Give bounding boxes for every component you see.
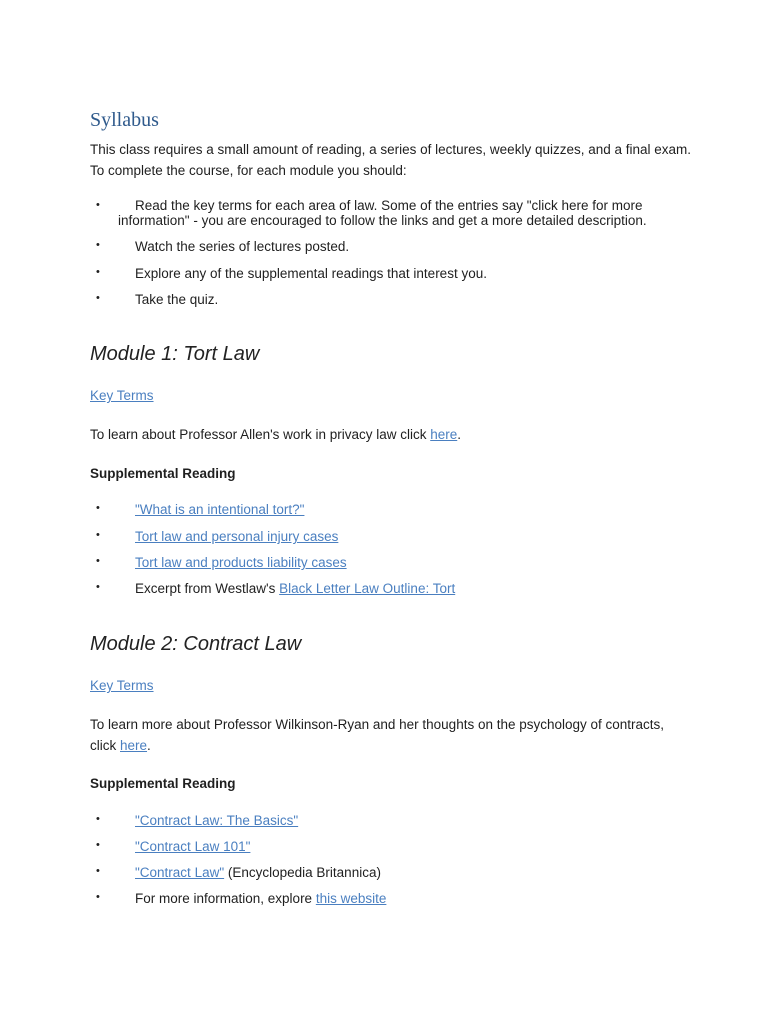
list-item [90, 292, 690, 307]
module-2-learn-text [90, 714, 680, 756]
course-steps-list-2 [90, 239, 690, 254]
reading-link-contract-101[interactable]: "Contract Law 101" [135, 839, 251, 854]
bullet-icon: • [96, 292, 100, 304]
module-1-readings-2 [90, 529, 690, 544]
module-1-title: Module 1: Tort Law [90, 343, 260, 365]
module-1-readings-4 [90, 581, 690, 596]
intro-line-1: This class requires a small amount of reading, a series of lectures, weekly quizzes, and a final exam. [90, 142, 692, 157]
bullet-icon: • [96, 266, 100, 278]
step-text: Watch the series of lectures posted. [135, 239, 350, 254]
module-2-supplemental-heading: Supplemental Reading [90, 776, 236, 791]
bullet-icon: • [96, 813, 100, 825]
syllabus-title: Syllabus [90, 109, 159, 131]
reading-link-intentional-tort[interactable]: "What is an intentional tort?" [135, 502, 305, 517]
module-1-learn-text [90, 427, 690, 442]
reading-link-personal-injury[interactable]: Tort law and personal injury cases [135, 529, 339, 544]
list-item [90, 239, 690, 254]
module-1-readings [90, 502, 690, 517]
bullet-icon: • [96, 239, 100, 251]
bullet-icon: • [96, 865, 100, 877]
key-terms-link[interactable]: Key Terms [90, 678, 154, 693]
reading-link-black-letter-law[interactable]: Black Letter Law Outline: Tort [279, 581, 456, 596]
step-text: Take the quiz. [135, 292, 219, 307]
module-2-readings-3 [90, 865, 690, 880]
reading-link-contract-basics[interactable]: "Contract Law: The Basics" [135, 813, 299, 828]
reading-link-contract-law-britannica[interactable]: "Contract Law" [135, 865, 225, 880]
bullet-icon: • [96, 891, 100, 903]
learn-line-2-prefix: click [90, 738, 120, 753]
module-1-key-terms [90, 388, 690, 403]
module-2-readings-2 [90, 839, 690, 854]
module-2-key-terms [90, 678, 690, 693]
bullet-icon: • [96, 502, 100, 514]
list-item [90, 839, 690, 854]
intro-line-2: To complete the course, for each module you should: [90, 163, 407, 178]
reading-prefix: Excerpt from Westlaw's [135, 581, 280, 596]
learn-text: To learn about Professor Allen's work in privacy law click [90, 427, 431, 442]
learn-line-1: To learn more about Professor Wilkinson-Ryan and her thoughts on the psychology of contracts, [90, 717, 665, 732]
module-2-readings-4 [90, 891, 690, 906]
module-1-supplemental-heading: Supplemental Reading [90, 466, 236, 481]
list-item [90, 198, 678, 228]
list-item [90, 502, 690, 517]
bullet-icon: • [96, 555, 100, 567]
reading-prefix: For more information, explore [135, 891, 316, 906]
module-2-readings [90, 813, 690, 828]
module-2-title: Module 2: Contract Law [90, 633, 302, 655]
course-steps-list-4 [90, 292, 690, 307]
bullet-icon: • [96, 199, 100, 211]
list-item [90, 555, 690, 570]
list-item [90, 891, 690, 906]
bullet-icon: • [96, 839, 100, 851]
list-item [90, 865, 690, 880]
module-1-readings-3 [90, 555, 690, 570]
list-item [90, 266, 690, 281]
course-steps-list [90, 198, 690, 228]
period: . [147, 738, 151, 753]
list-item [90, 813, 690, 828]
here-link[interactable]: here [120, 738, 148, 753]
syllabus-intro [90, 139, 710, 181]
key-terms-link[interactable]: Key Terms [90, 388, 154, 403]
step-text: Read the key terms for each area of law. Some of the entries say "click here for more information" - you are encouraged to follow the links and get a more detailed description. [118, 198, 647, 228]
reading-suffix: (Encyclopedia Britannica) [224, 865, 381, 880]
list-item [90, 581, 690, 596]
reading-link-products-liability[interactable]: Tort law and products liability cases [135, 555, 347, 570]
here-link[interactable]: here [430, 427, 458, 442]
bullet-icon: • [96, 529, 100, 541]
this-website-link[interactable]: this website [315, 891, 387, 906]
course-steps-list-3 [90, 266, 690, 281]
bullet-icon: • [96, 581, 100, 593]
period: . [457, 427, 462, 442]
step-text: Explore any of the supplemental readings that interest you. [135, 266, 487, 281]
list-item [90, 529, 690, 544]
